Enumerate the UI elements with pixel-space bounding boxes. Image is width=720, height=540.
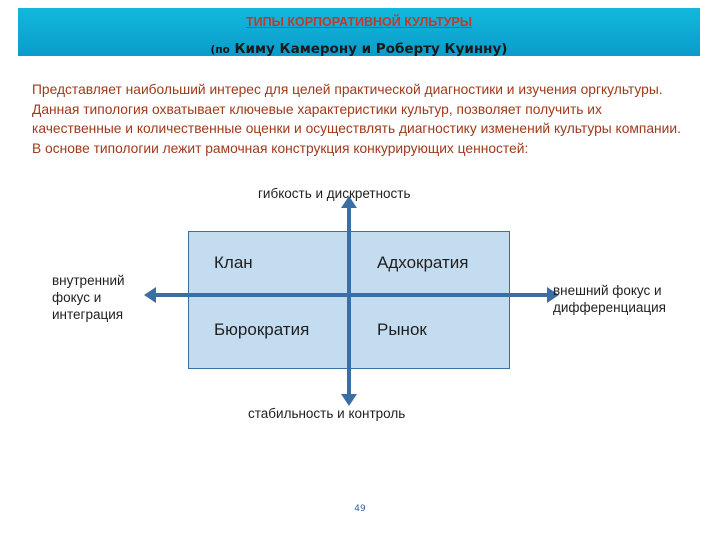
axis-label-right: внешний фокус и дифференциация — [553, 283, 666, 315]
page-title: ТИПЫ КОРПОРАТИВНОЙ КУЛЬТУРЫ — [246, 15, 472, 29]
title-banner — [18, 8, 700, 56]
axis-label-bottom: стабильность и контроль — [248, 406, 406, 421]
quadrant-clan: Клан — [214, 253, 253, 272]
page-subtitle — [18, 41, 700, 57]
axis-label-top: гибкость и дискретность — [258, 186, 411, 201]
subtitle-authors: Киму Камерону и Роберту Куинну) — [234, 41, 508, 57]
quadrant-market: Рынок — [377, 320, 427, 339]
page-number: 49 — [354, 504, 366, 514]
quadrant-adhocracy: Адхократия — [377, 253, 469, 272]
horizontal-axis — [154, 293, 548, 297]
quadrant-bureaucracy: Бюрократия — [214, 320, 310, 339]
intro-paragraph: Представляет наибольший интерес для целей практической диагностики и изучения оргкультуры. Данная типология охватывает ключевые характеристики культур, позволяет получить их качественные и количественные оценки и осуществлять диагностику изменений культуры компании. В основе типологии лежит рамочная конструкция конкурирующих ценностей: — [32, 82, 681, 156]
vertical-axis — [347, 207, 351, 395]
axis-label-left: внутренний фокус и интеграция — [52, 273, 125, 322]
subtitle-prefix: (по — [210, 44, 230, 56]
